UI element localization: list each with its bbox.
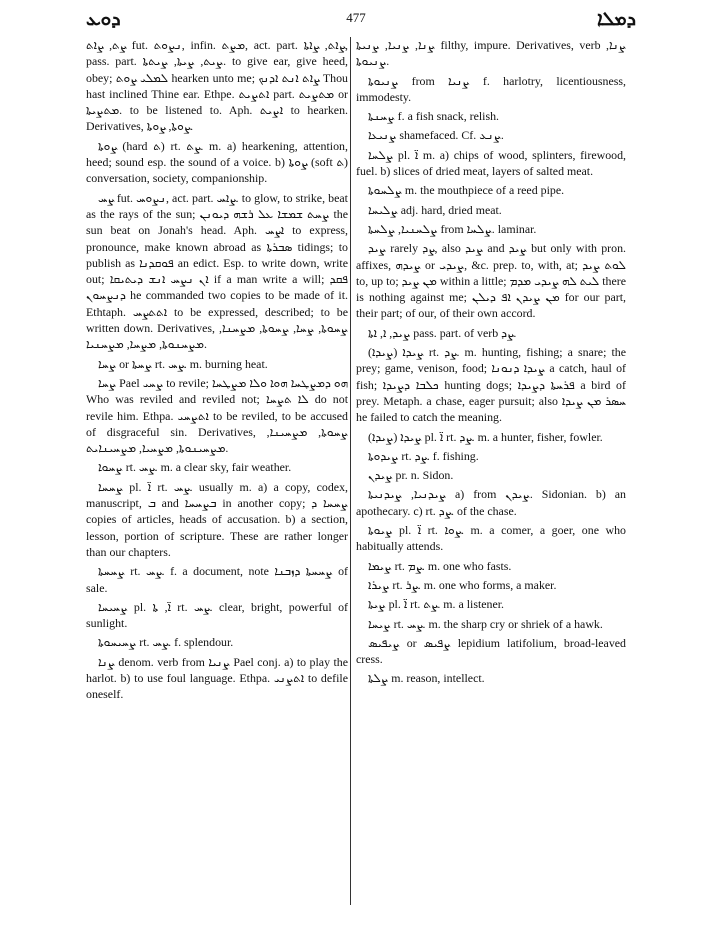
dictionary-entry: ܨܝܕܐ (ܨܝܕܐ) rt. ܨܕ. m. hunting, fishing; a snare; the prey; game, venison, food; ܨܝܕܐ ܕܢܘܢܐ a catch, haul of fish; ܟܠܒܐ ܕܨܝܕܐ hunting dogs; ܦܪܚܬܐ ܕܨܝܕܐ a bird of prey. Metaph. a chase, eager pursuit; also ܚܣܪ ܡܢ ܨܝܕܐ he failed to catch the meaning. (356, 345, 626, 425)
dictionary-entry: ܨܬ, ܨܐܬ fut. ܢܨܘܬ, infin. ܡܨܬ, act. part. ܨܐܬ, ܨܐܬܐ, pass. part. ܨܝܬ, ܨܝܬܐ, ܨܝܬܬܐ. to give ear, give heed, obey; ܠܡܠܝ ܨܘܬ hearken unto me; ܨܐܬ ܐܢܬ ܐܕܢܟ Thou hast inclined Thine ear. Ethpe. ܐܬܨܝܬ part. ܡܬܨܝܬ or ܡܬܨܝܬܐ. to be listened to. Aph. ܐܨܝܬ to hearken. Derivatives, ܨܘܬܐ, ܨܘܬܐ. (86, 38, 348, 134)
right-column (356, 37, 626, 690)
dictionary-entry: ܨܚܐ Pael ܨܚܝ to revile; ܗܘ ܕܡܨܛܚܐ ܗܘܐ ܘܠܐ ܡܨܛܚܐ Who was reviled and reviled not; ܠܐ ܬܨܚܐ do not revile him. Ethpa. ܐܬܨܚܝ to be reviled, to be accused of disgraceful sin. Derivatives, ܨܚܘܬܐ, ܡܨܚܝܢܐ, ܡܨܚܝܢܘܬܐ, ܡܨܚܝܐ, ܡܨܚܝܢܐܝܬ. (86, 375, 349, 456)
dictionary-entry: ܨܚܝܚܐ pl. ܐ̈, ܬܐ rt. ܨܚ. clear, bright, powerful of sunlight. (86, 599, 348, 631)
dictionary-entry: ܨܢܝܘܬܐ from ܨܢܝܐ f. harlotry, licentiousness, immodesty. (356, 73, 626, 104)
header-right-catchword: ܕܡܠܐ (596, 8, 636, 30)
dictionary-entry: ܨܠܝܚܐ adj. hard, dried meat. (368, 202, 502, 217)
dictionary-entry: ܨܚܢܬܐ f. a fish snack, relish. (368, 109, 500, 124)
dictionary-entry: ܨܝܚܐ rt. ܨܚ. m. the sharp cry or shriek of a hawk. (368, 616, 603, 631)
dictionary-entry: ܨܝܕܢܝܐ, ܨܝܕܢܝܬܐ a) from ܨܝܕܢ. Sidonian. b) an apothecary. c) rt. ܨܕ. of the chase. (356, 487, 626, 518)
dictionary-entry: ܨܝܪܐ rt. ܨܪ. m. one who forms, a maker. (368, 577, 557, 592)
dictionary-entry: ܨܝܦܝܣ or ܨܦܝܣ lepidium latifolium, broad-leaved cress. (356, 635, 626, 667)
dictionary-entry: ܨܢܐ denom. verb from ܨܢܝܐ Pael conj. a) to play the harlot. b) to use foul language. Ethpa. ܐܬܨܢܝ to defile oneself. (86, 654, 348, 702)
dictionary-entry: ܨܝܬܐ pl. ܐ̈ rt. ܨܬ. m. a listener. (368, 597, 505, 612)
dictionary-entry: ܨܝܡܐ rt. ܨܡ. m. one who fasts. (368, 558, 512, 573)
dictionary-entry: ܨܚܚܐ pl. ܐ̈ rt. ܨܚ. usually m. a) a copy, codex, manuscript, ܒ and ܒܨܚܚܐ in another copy; ܨܚܚܐ ܕ copies of articles, heads of accusation. b) a section, lesson, portion of scripture. These are rather longer than our chapters. (86, 479, 349, 559)
dictionary-entry: ܨܠܚܢܝܐ, ܨܠܚܬܐ from ܨܠܚܐ. laminar. (368, 221, 537, 236)
dictionary-entry: ܨܝܘܬܐ pl. ܐ̈ rt. ܨܘܐ. m. a comer, a goer, one who habitually attends. (356, 523, 626, 554)
dictionary-entry: ܨܝܕ, ܐ, ܐܬܐ pass. part. of verb ܨܕ. (368, 325, 517, 340)
header-left-catchword: ܕܘܥ (86, 8, 121, 30)
dictionary-entry: ܨܚܐ or ܨܚܬܐ rt. ܨܚ. m. burning heat. (98, 356, 268, 371)
dictionary-entry: ܨܝܕ rarely ܨܕ, also ܨܝܕ and ܨܝܕ but only with pron. affixes, ܨܝܕܗ or ܨܝܕܝ, &c. prep. to, with, at; ܠܘܬ ܨܝܕ to, up to; ܡܢ ܨܝܕ within a little; ܠܝܬ ܠܗ ܨܝܕܝ ܡܕܡ there is nothing against me; ܡܢ ܨܝܕܢ ܐܦ ܕܝܠܢ for our part, their part; of our, of their own accord. (356, 241, 626, 321)
dictionary-entry: ܨܠܚܘܬܐ m. the mouthpiece of a reed pipe. (368, 183, 565, 198)
dictionary-entry: ܨܚܘܐ rt. ܨܚ. m. a clear sky, fair weather. (98, 460, 292, 475)
dictionary-entry: ܨܝܕܘܬܐ rt. ܨܕ. f. fishing. (368, 448, 479, 463)
dictionary-entry: ܨܝܕܢ pr. n. Sidon. (368, 468, 454, 483)
page-number: 477 (346, 10, 366, 25)
dictionary-entry: ܨܠܬܐ m. reason, intellect. (368, 671, 485, 686)
dictionary-entry: ܨܢܝܥܐ shamefaced. Cf. ܨܢܥ. (368, 128, 504, 143)
page-header (76, 6, 636, 32)
dictionary-entry: ܨܘܬܐ (hard ܬ) rt. ܨܬ. m. a) hearkening, attention, heed; sound esp. the sound of a voice. b) ܨܘܬܐ (soft ܬ) conversation, society, companionship. (86, 138, 348, 186)
dictionary-entry: ܨܢܐ, ܨܢܝܐ, ܨܢܝܬܐ filthy, impure. Derivatives, verb ܨܢܐ, ܨܢܝܘܬܐ. (356, 38, 626, 69)
column-divider (350, 37, 351, 905)
dictionary-entry: ܨܚܚܬܐ rt. ܨܚ. f. a document, note ܨܚܚܬܐ ܕܙܒܢܐ of sale. (86, 564, 348, 595)
left-column (86, 37, 348, 706)
dictionary-entry: ܨܝܕܐ (ܨܝܕܐ) pl. ܐ̈ rt. ܨܕ. m. a hunter, fisher, fowler. (368, 429, 603, 444)
dictionary-entry: ܨܚ fut. ܢܨܘܚ, act. part. ܨܐܚ. to glow, to strike, beat as the rays of the sun; ܨܚܬ ܫܡܫܐ ܥܠ ܪܫܗ ܕܝܘܢܢ the sun beat on Jonah's head. Aph. ܐܨܚ to express, pronounce, make known abroad as ܣܒܪܬܐ tidings; to publish as ܦܘܩܕܢܐ an edict. Esp. to write down, write out; ܐܢ ܢܨܚ ܐܢܫ ܕܝܬܝܩܐ if a man write a will; ܦܩܕ ܕܢܨܚܘܢ he commanded two copies to be made of it. Ethtaph. ܐܬܬܨܚ to be expressed, described; to be written down. Derivatives, ܨܚܘܬܐ, ܨܚܐ, ܨܚܘܬܐ, ܡܨܚܢܐ, ܡܨܚܢܘܬܐ, ܡܨܚܐ, ܡܨܚܢܝܐ. (86, 190, 349, 352)
dictionary-entry: ܨܠܚܐ pl. ܐ̈ m. a) chips of wood, splinters, firewood, fuel. b) slices of dried meat, layers of salted meat. (356, 147, 626, 179)
dictionary-entry: ܨܚܝܚܘܬܐ rt. ܨܚ. f. splendour. (98, 635, 234, 650)
